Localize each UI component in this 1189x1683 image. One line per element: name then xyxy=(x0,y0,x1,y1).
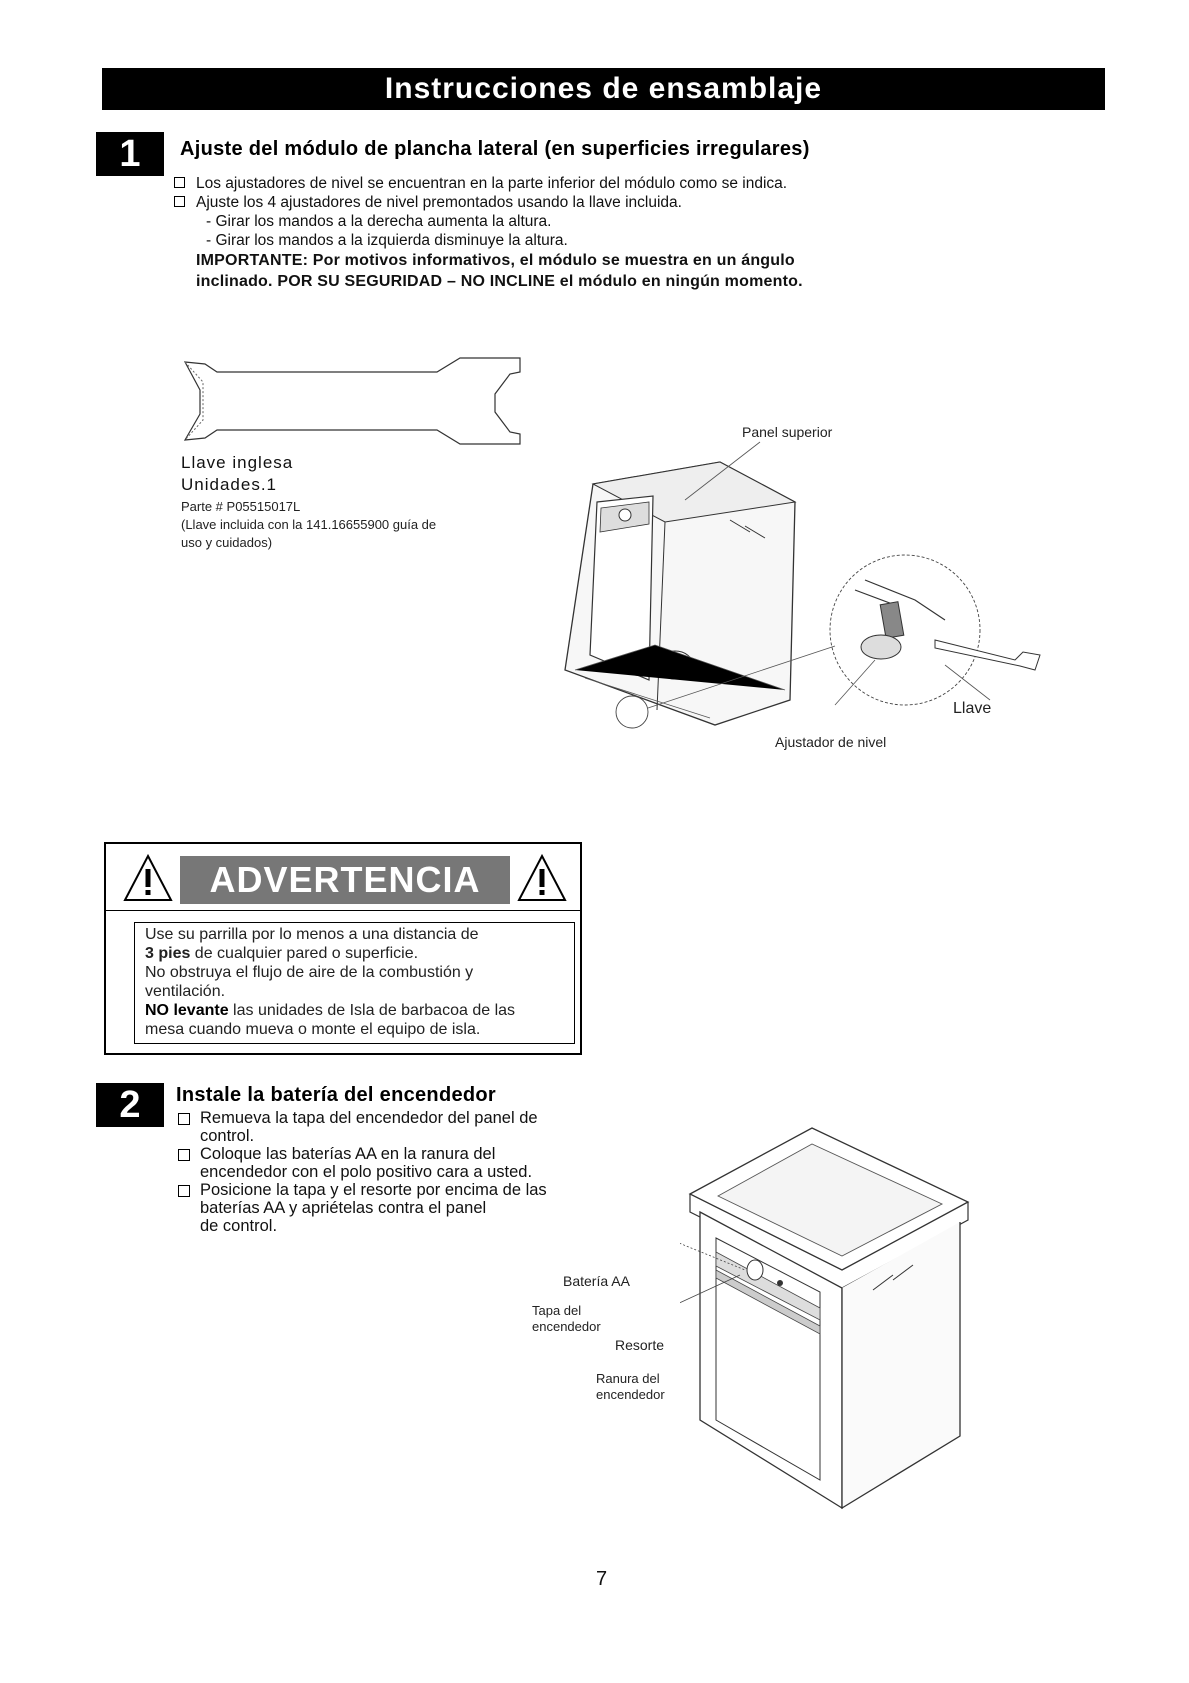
step-1-item: Los ajustadores de nivel se encuentran en la parte inferior del módulo como se indica. xyxy=(172,174,912,193)
page-number: 7 xyxy=(596,1568,608,1590)
warning-line: 3 pies de cualquier pared o superficie. xyxy=(145,945,419,962)
important-note-line2: inclinado. POR SU SEGURIDAD – NO INCLINE el módulo en ningún momento. xyxy=(196,273,803,290)
step-2-item: Posicione la tapa y el resorte por encima de las baterías AA y apriételas contra el panel de control. xyxy=(176,1181,586,1235)
warning-line: ventilación. xyxy=(145,983,226,1000)
important-note-line1: IMPORTANTE: Por motivos informativos, el módulo se muestra en un ángulo xyxy=(196,252,795,269)
checkbox-icon xyxy=(178,1149,190,1161)
label-spring: Resorte xyxy=(615,1337,665,1353)
checkbox-icon xyxy=(178,1113,190,1125)
step-2-item: Coloque las baterías AA en la ranura del encendedor con el polo positivo cara a usted. xyxy=(176,1145,586,1181)
warning-line: NO levante las unidades de Isla de barbacoa de las xyxy=(145,1002,516,1019)
warning-line: mesa cuando mueva o monte el equipo de isla. xyxy=(145,1021,481,1038)
wrench-illustration xyxy=(175,352,535,452)
label-top-panel: Panel superior xyxy=(742,424,833,440)
step-2-instructions xyxy=(176,1109,586,1235)
step-1-subitem: - Girar los mandos a la izquierda disminuye la altura. xyxy=(206,232,568,249)
step-1-heading: Ajuste del módulo de plancha lateral (en superficies irregulares) xyxy=(180,138,810,160)
checkbox-icon xyxy=(174,196,185,207)
label-ignitor-cap: Tapa del encendedor xyxy=(532,1303,601,1334)
wrench-units: Unidades.1 xyxy=(181,475,278,494)
warning-triangle-icon xyxy=(122,853,174,903)
step-2-heading: Instale la batería del encendedor xyxy=(176,1084,497,1106)
checkbox-icon xyxy=(178,1185,190,1197)
wrench-note-line2: uso y cuidados) xyxy=(181,535,273,550)
warning-body xyxy=(134,922,575,1044)
warning-title: ADVERTENCIA xyxy=(180,856,510,904)
label-ignitor-slot: Ranura del encendedor xyxy=(596,1371,665,1402)
label-aa-battery: Batería AA xyxy=(563,1273,630,1289)
cabinet-diagram xyxy=(680,1120,980,1510)
label-leveler: Ajustador de nivel xyxy=(775,734,887,750)
step-1-badge: 1 xyxy=(96,132,164,176)
warning-line: No obstruya el flujo de aire de la combustión y xyxy=(145,964,474,981)
step-2-item: Remueva la tapa del encendedor del panel de control. xyxy=(176,1109,586,1145)
step-1-subitem: - Girar los mandos a la derecha aumenta la altura. xyxy=(206,213,552,230)
checkbox-icon xyxy=(174,177,185,188)
wrench-part-number: Parte # P05515017L xyxy=(181,499,301,514)
warning-triangle-icon xyxy=(516,853,568,903)
step-1-item: Ajuste los 4 ajustadores de nivel premontados usando la llave incluida. xyxy=(172,193,912,212)
step-1-instructions xyxy=(172,174,912,292)
warning-line: Use su parrilla por lo menos a una distancia de xyxy=(145,926,479,943)
wrench-name: Llave inglesa xyxy=(181,453,294,472)
wrench-note-line1: (Llave incluida con la 141.16655900 guía de xyxy=(181,517,437,532)
label-wrench: Llave xyxy=(953,700,992,717)
warning-divider xyxy=(106,910,580,911)
step-2-badge: 2 xyxy=(96,1083,164,1127)
page-title: Instrucciones de ensamblaje xyxy=(102,68,1105,110)
